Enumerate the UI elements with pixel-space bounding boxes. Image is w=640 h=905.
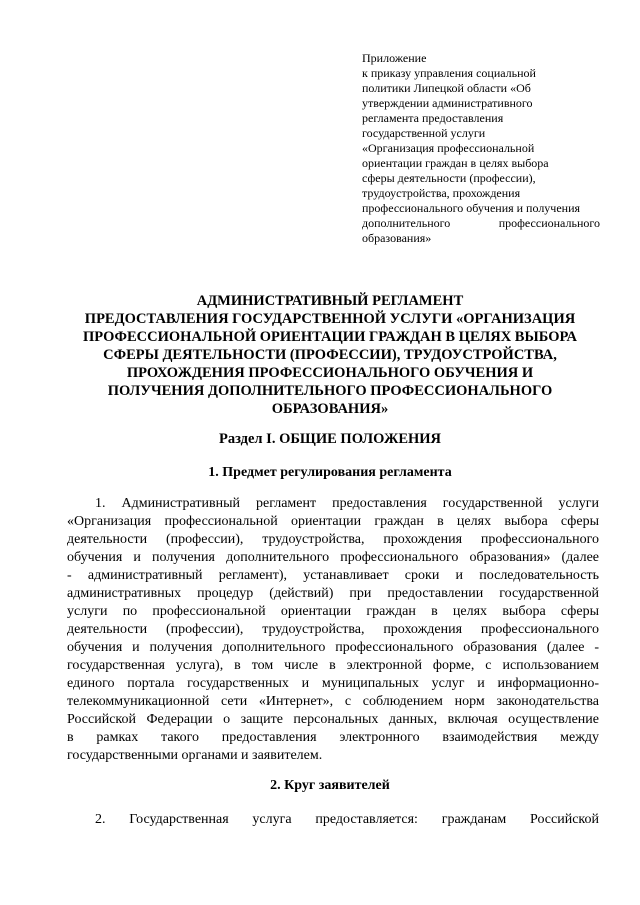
appendix-note [362,51,600,246]
paragraph-line: деятельности (профессии), трудоустройства, прохождения профессионального [67,532,599,547]
title-line: ОБРАЗОВАНИЯ» [271,401,389,417]
paragraph-line: 1. Административный регламент предоставления государственной услуги [95,496,599,511]
paragraph-line: обучения и получения дополнительного профессионального образования» (далее [67,550,599,565]
appendix-line: «Организация профессиональной [362,141,535,155]
paragraph-1 [67,495,599,765]
paragraph-line: «Организация профессиональной ориентации граждан в целях выбора сферы [67,514,599,529]
paragraph-line: 2. Государственная услуга предоставляется: гражданам Российской [95,812,599,827]
appendix-line: сферы деятельности (профессии), [362,171,536,185]
paragraph-line: государственная услуга), в том числе в электронной форме, с использованием [67,658,599,673]
appendix-line: политики Липецкой области «Об [362,81,531,95]
document-title [40,292,620,418]
paragraph-line: деятельности (профессии), трудоустройства, прохождения профессионального [67,622,599,637]
subsection-heading-1: 1. Предмет регулирования регламента [208,465,452,480]
paragraph-line: административных процедур (действий) при предоставлении государственной [67,586,599,601]
paragraph-line: обучения и получения дополнительного профессионального образования (далее - [67,640,599,655]
paragraph-line: Российской Федерации о защите персональных данных, включая осуществление [67,712,599,727]
title-line: АДМИНИСТРАТИВНЫЙ РЕГЛАМЕНТ [196,293,464,309]
section-heading: Раздел I. ОБЩИЕ ПОЛОЖЕНИЯ [218,431,442,447]
paragraph-line: услуги по профессиональной ориентации граждан в целях выбора сферы [67,604,599,619]
appendix-line: к приказу управления социальной [362,66,536,80]
paragraph-line: - административный регламент), устанавливает сроки и последовательность [67,568,599,583]
paragraph-line: государственными органами и заявителем. [67,748,323,763]
title-line: СФЕРЫ ДЕЯТЕЛЬНОСТИ (ПРОФЕССИИ), ТРУДОУСТРОЙСТВА, [103,347,557,363]
appendix-line: Приложение [362,51,427,65]
paragraph-2 [67,811,599,829]
title-line: ПРОФЕССИОНАЛЬНОЙ ОРИЕНТАЦИИ ГРАЖДАН В ЦЕЛЯХ ВЫБОРА [83,329,577,345]
title-line: ПРЕДОСТАВЛЕНИЯ ГОСУДАРСТВЕННОЙ УСЛУГИ «ОРГАНИЗАЦИЯ [84,311,576,327]
title-line: ПРОХОЖДЕНИЯ ПРОФЕССИОНАЛЬНОГО ОБУЧЕНИЯ И [126,365,534,381]
appendix-line: ориентации граждан в целях выбора [362,156,549,170]
appendix-line: дополнительного профессионального [362,216,600,230]
appendix-line: государственной услуги [362,126,486,140]
paragraph-line: единого портала государственных и муниципальных услуг и информационно- [67,676,599,691]
appendix-line: регламента предоставления [362,111,504,125]
appendix-line: трудоустройства, прохождения [362,186,521,200]
appendix-line: утверждении административного [362,96,533,110]
appendix-line: профессионального обучения и получения [362,201,581,215]
paragraph-line: в рамках такого предоставления электронного взаимодействия между [67,730,599,745]
paragraph-line: телекоммуникационной сети «Интернет», с соблюдением норм законодательства [67,694,599,709]
subsection-heading-2: 2. Круг заявителей [270,778,390,793]
appendix-line: образования» [362,231,432,245]
title-line: ПОЛУЧЕНИЯ ДОПОЛНИТЕЛЬНОГО ПРОФЕССИОНАЛЬНОГО [107,383,553,399]
